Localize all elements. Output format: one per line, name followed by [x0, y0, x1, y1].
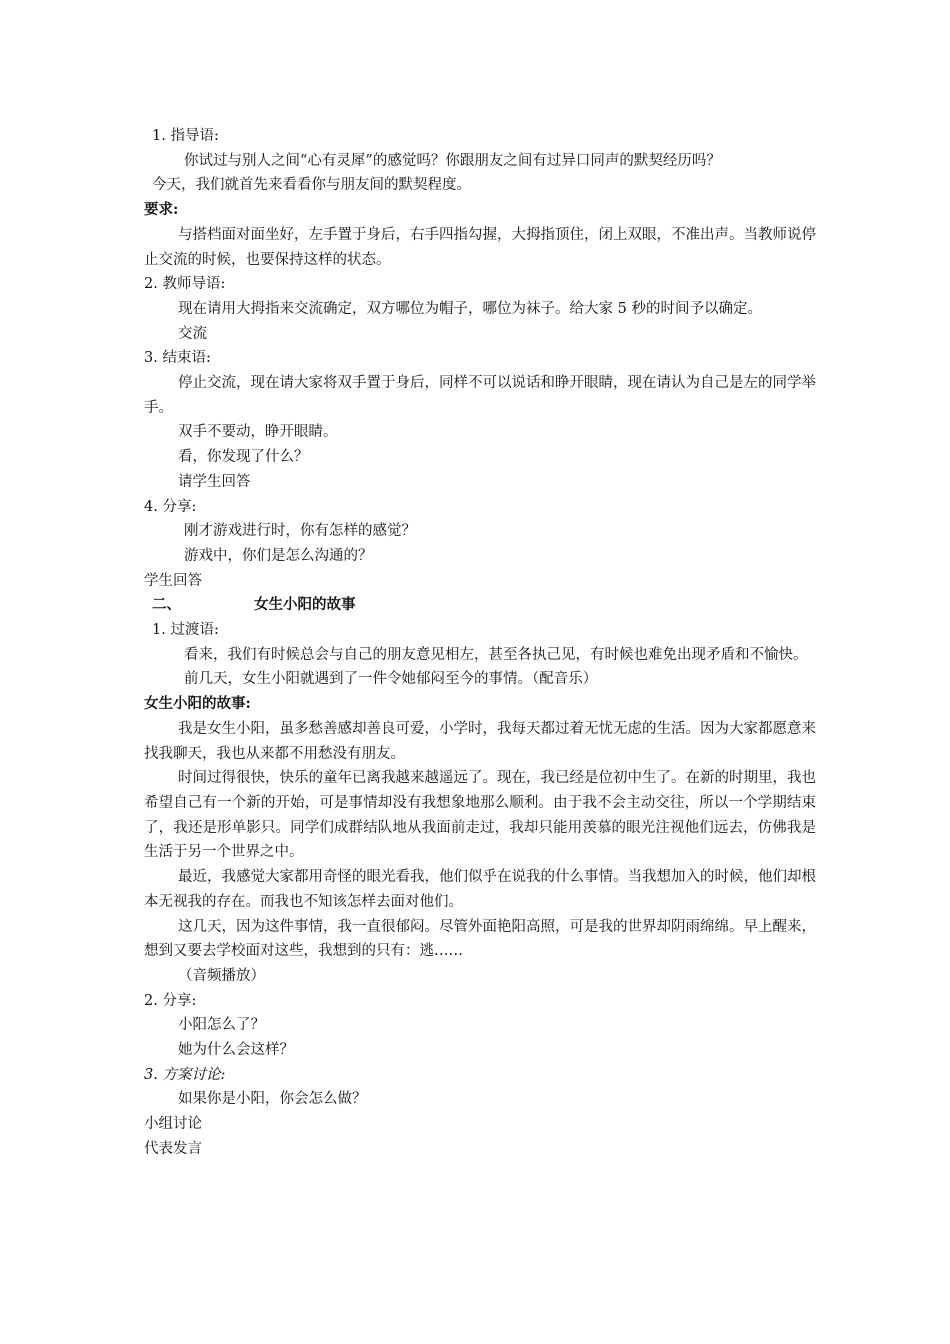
share-heading: 4. 分享:	[144, 498, 197, 515]
section-two-number: 二、	[152, 596, 181, 614]
share-question-3: 小阳怎么了？	[178, 1017, 265, 1034]
hands-text: 双手不要动，睁开眼睛。	[178, 424, 338, 441]
guide-text-continued: 今天，我们就首先来看看你与朋友间的默契程度。	[152, 177, 471, 194]
look-text: 看，你发现了什么？	[178, 449, 309, 466]
group-discussion-text: 小组讨论	[144, 1116, 202, 1133]
closing-text: 停止交流，现在请大家将双手置于身后，同样不可以说话和睁开眼睛，现在请认为自己是左的同学举手。	[144, 375, 816, 416]
days-ago-text: 前几天，女生小阳就遇到了一件令她郁闷至今的事情。（配音乐）	[184, 671, 598, 688]
share-question-2: 游戏中，你们是怎么沟通的？	[184, 547, 373, 564]
exchange-text: 交流	[178, 325, 207, 342]
story-paragraph-4: 这几天，因为这件事情，我一直很郁闷。尽管外面艳阳高照，可是我的世界却阴雨绵绵。早上醒来，想到又要去学校面对这些，我想到的只有：逃……	[144, 918, 816, 960]
story-paragraph-3: 最近，我感觉大家都用奇怪的眼光看我，他们似乎在说我的什么事情。当我想加入的时候，他们却根本无视我的存在。而我也不知该怎样去面对他们。	[144, 869, 816, 910]
transition-text: 看来，我们有时候总会与自己的朋友意见相左，甚至各执己见，有时候也难免出现矛盾和不愉快。	[184, 646, 808, 663]
story-heading: 女生小阳的故事:	[144, 695, 251, 713]
guide-heading: 1. 指导语:	[152, 128, 219, 144]
section-two-title: 女生小阳的故事	[254, 596, 356, 614]
closing-heading: 3. 结束语:	[144, 350, 211, 367]
audio-note: （音频播放）	[178, 967, 265, 984]
plan-discussion-heading: 3. 方案讨论:	[144, 1066, 226, 1083]
requirements-text: 与搭档面对面坐好，左手置于身后，右手四指勾握，大拇指顶住，闭上双眼，不准出声。当教师说停止交流的时候，也要保持这样的状态。	[144, 226, 816, 268]
student-answer-text: 请学生回答	[178, 473, 251, 490]
student-answer-text-2: 学生回答	[144, 572, 202, 589]
share-question-4: 她为什么会这样？	[178, 1042, 294, 1059]
story-paragraph-2: 时间过得很快，快乐的童年已离我越来越遥远了。现在，我已经是位初中生了。在新的时期里，我也希望自己有一个新的开始，可是事情却没有我想象地那么顺利。由于我不会主动交往，所以一个学期结束了，我还是形单影只。同学们成群结队地从我面前走过，我却只能用羡慕的眼光注视他们远去，仿佛我是生活于另一个世界之中。	[144, 770, 816, 861]
guide-text: 你试过与别人之间“心有灵犀”的感觉吗？你跟朋友之间有过异口同声的默契经历吗？	[184, 152, 721, 169]
document-body	[144, 124, 816, 1162]
teacher-guide-text: 现在请用大拇指来交流确定，双方哪位为帽子，哪位为袜子。给大家 5 秒的时间予以确定。	[178, 300, 762, 317]
requirements-heading: 要求:	[144, 201, 179, 219]
plan-question: 如果你是小阳，你会怎么做？	[178, 1091, 367, 1108]
teacher-guide-heading: 2. 教师导语:	[144, 276, 226, 293]
share-heading-2: 2. 分享:	[144, 992, 197, 1009]
story-paragraph-1: 我是女生小阳，虽多愁善感却善良可爱，小学时，我每天都过着无忧无虑的生活。因为大家都愿意来找我聊天，我也从来都不用愁没有朋友。	[144, 720, 816, 762]
representative-speech-text: 代表发言	[144, 1140, 202, 1157]
section-two-heading	[144, 593, 816, 618]
transition-heading: 1. 过渡语:	[152, 622, 219, 639]
share-question-1: 刚才游戏进行时，你有怎样的感觉？	[184, 523, 416, 540]
